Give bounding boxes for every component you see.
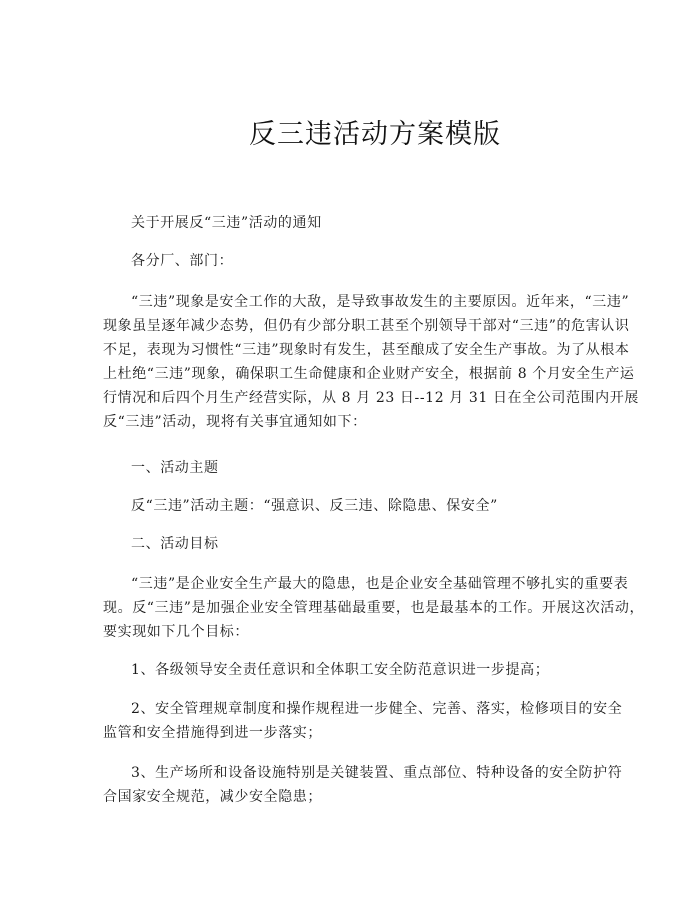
goal-item-2: 2、安全管理规章制度和操作规程进一步健全、完善、落实，检修项目的安全 bbox=[131, 701, 623, 717]
notice-heading: 关于开展反“三违”活动的通知 bbox=[131, 215, 322, 231]
section-heading-theme: 一、活动主题 bbox=[131, 460, 219, 476]
document-title: 反三违活动方案模版 bbox=[249, 119, 501, 150]
intro-line: 不足，表现为习惯性“三违”现象时有发生，甚至酿成了安全生产事故。为了从根本 bbox=[103, 342, 630, 358]
intro-line: 上杜绝“三违”现象，确保职工生命健康和企业财产安全，根据前 8 个月安全生产运 bbox=[103, 366, 635, 382]
intro-line: 现象虽呈逐年减少态势，但仍有少部分职工甚至个别领导干部对“三违”的危害认识 bbox=[103, 318, 630, 334]
salutation: 各分厂、部门： bbox=[131, 253, 234, 269]
intro-line: 反“三违”活动，现将有关事宜通知如下： bbox=[103, 414, 367, 430]
section-heading-goals: 二、活动目标 bbox=[131, 536, 219, 552]
intro-line: “三违”现象是安全工作的大敌，是导致事故发生的主要原因。近年来，“三违” bbox=[131, 294, 630, 310]
goal-item-2-cont: 监管和安全措施得到进一步落实； bbox=[103, 725, 322, 741]
goal-item-3-cont: 合国家安全规范，减少安全隐患； bbox=[103, 789, 322, 805]
intro-line: 行情况和后四个月生产经营实际，从 8 月 23 日--12 月 31 日在全公司范围内开展 bbox=[103, 390, 639, 406]
goal-item-3: 3、生产场所和设备设施特别是关键装置、重点部位、特种设备的安全防护符 bbox=[131, 765, 623, 781]
goals-intro-line: “三违”是企业安全生产最大的隐患，也是企业安全基础管理不够扎实的重要表 bbox=[131, 576, 629, 592]
goals-intro-line: 要实现如下几个目标： bbox=[103, 624, 249, 640]
goals-intro-line: 现。反“三违”是加强企业安全管理基础最重要，也是最基本的工作。开展这次活动， bbox=[103, 600, 645, 616]
goal-item-1: 1、各级领导安全责任意识和全体职工安全防范意识进一步提高； bbox=[131, 662, 550, 678]
section-body-theme: 反“三违”活动主题：“强意识、反三违、除隐患、保安全” bbox=[131, 498, 498, 514]
